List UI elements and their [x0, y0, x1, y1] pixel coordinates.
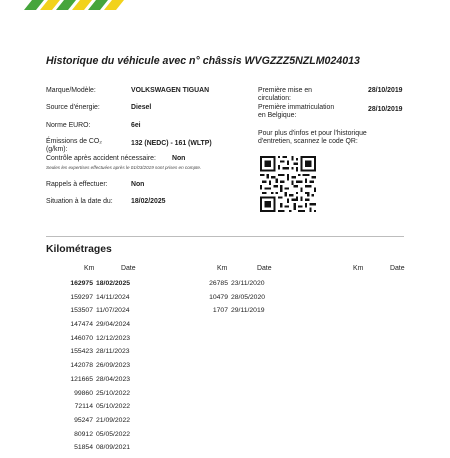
mileage-row: [180, 280, 265, 294]
mileage-km: 155423: [70, 348, 93, 356]
mileage-row: [46, 375, 131, 390]
mileage-date: 23/11/2020: [231, 280, 265, 287]
mileage-title: Kilométrages: [46, 244, 112, 255]
mileage-row: [46, 307, 130, 321]
mileage-row: [46, 334, 131, 349]
situation-label: Situation à la date du:: [46, 198, 113, 205]
logo-stripes: [0, 0, 140, 14]
qr-text-line2: d'entretien, scannez le code QR:: [258, 137, 358, 145]
mileage-date: 11/07/2024: [96, 307, 130, 315]
mileage-date: 05/10/2022: [96, 403, 131, 411]
mileage-row: [46, 321, 131, 335]
mileage-km: 51854: [74, 444, 93, 452]
recall-label: Rappels à effectuer:: [46, 181, 108, 188]
mileage-row: [46, 293, 130, 308]
mileage-date: 26/09/2023: [96, 362, 131, 370]
mileage-date: 12/12/2023: [96, 334, 131, 342]
co2-label-line1: Émissions de CO₂: [46, 138, 102, 145]
first-be-label-line1: Première immatriculation: [258, 104, 335, 111]
mileage-column-2: [180, 280, 266, 321]
mileage-km: 80912: [74, 430, 93, 438]
situation-value: 18/02/2025: [131, 198, 166, 205]
mileage-km: 142078: [70, 362, 93, 370]
mileage-column-1: [46, 280, 131, 458]
mileage-row: [46, 389, 131, 404]
mileage-km: 26785: [209, 280, 228, 287]
qr-code[interactable]: [260, 156, 316, 212]
co2-label-line2: (g/km):: [46, 146, 68, 153]
mileage-row: [46, 403, 131, 417]
first-be-label-line2: en Belgique:: [258, 112, 297, 119]
mileage-km: 159297: [70, 293, 93, 301]
mileage-row: [46, 280, 131, 294]
mileage-km: 72114: [74, 403, 93, 411]
energy-label: Source d'énergie:: [46, 104, 100, 111]
first-be-value: 28/10/2019: [368, 106, 403, 113]
mileage-km: 153507: [70, 307, 93, 315]
mileage-date: 25/10/2022: [96, 389, 131, 397]
mileage-date: 08/09/2021: [96, 444, 131, 452]
co2-value: 132 (NEDC) - 161 (WLTP): [131, 140, 212, 147]
km-header-2: Km: [217, 265, 228, 272]
control-note: Seules les expertises effectuées après le 01/03/2019 sont prises en compte.: [46, 165, 202, 170]
mileage-km: 146070: [70, 334, 93, 342]
section-divider: [46, 236, 404, 237]
first-use-value: 28/10/2019: [368, 87, 403, 94]
km-header-1: Km: [84, 265, 95, 272]
mileage-row: [180, 293, 266, 308]
date-header-3: Date: [390, 265, 405, 272]
mileage-km: 1707: [212, 307, 228, 315]
euro-value: 6ei: [131, 122, 141, 129]
qr-instructions: [258, 130, 428, 146]
mileage-km: 162975: [70, 280, 93, 287]
mileage-row: [46, 430, 131, 445]
mileage-km: 95247: [74, 416, 93, 424]
mileage-km: 121665: [70, 375, 93, 383]
control-label: Contrôle après accident nécessaire:: [46, 155, 156, 162]
date-header-2: Date: [257, 265, 272, 272]
km-header-3: Km: [353, 265, 364, 272]
mileage-date: 21/09/2022: [96, 416, 131, 424]
date-header-1: Date: [121, 265, 136, 272]
mileage-km: 99860: [74, 389, 93, 397]
mileage-row: [46, 362, 131, 376]
brand-label: Marque/Modèle:: [46, 87, 96, 94]
recall-value: Non: [131, 181, 145, 188]
mileage-date: 18/02/2025: [96, 280, 131, 287]
mileage-date: 28/11/2023: [96, 348, 130, 356]
mileage-row: [46, 444, 131, 458]
mileage-date: 28/04/2023: [96, 375, 131, 383]
document-title: Historique du véhicule avec n° châssis WVGZZZ5NZLM024013: [46, 55, 360, 67]
control-value: Non: [172, 155, 186, 162]
mileage-date: 05/05/2022: [96, 430, 131, 438]
energy-value: Diesel: [131, 104, 152, 111]
mileage-row: [46, 348, 130, 362]
first-use-label-line2: circulation:: [258, 95, 291, 102]
mileage-date: 14/11/2024: [96, 293, 130, 301]
first-use-label-line1: Première mise en: [258, 87, 312, 94]
qr-text-line1: Pour plus d'infos et pour l'historique: [258, 130, 367, 137]
brand-value: VOLKSWAGEN TIGUAN: [131, 87, 210, 94]
mileage-row: [46, 416, 131, 431]
mileage-date: 29/04/2024: [96, 321, 131, 329]
euro-label: Norme EURO:: [46, 122, 91, 129]
mileage-km: 147474: [70, 321, 93, 329]
mileage-date: 29/11/2019: [231, 307, 265, 315]
mileage-km: 10479: [209, 293, 228, 301]
mileage-date: 28/05/2020: [231, 293, 266, 301]
mileage-row: [180, 307, 265, 321]
